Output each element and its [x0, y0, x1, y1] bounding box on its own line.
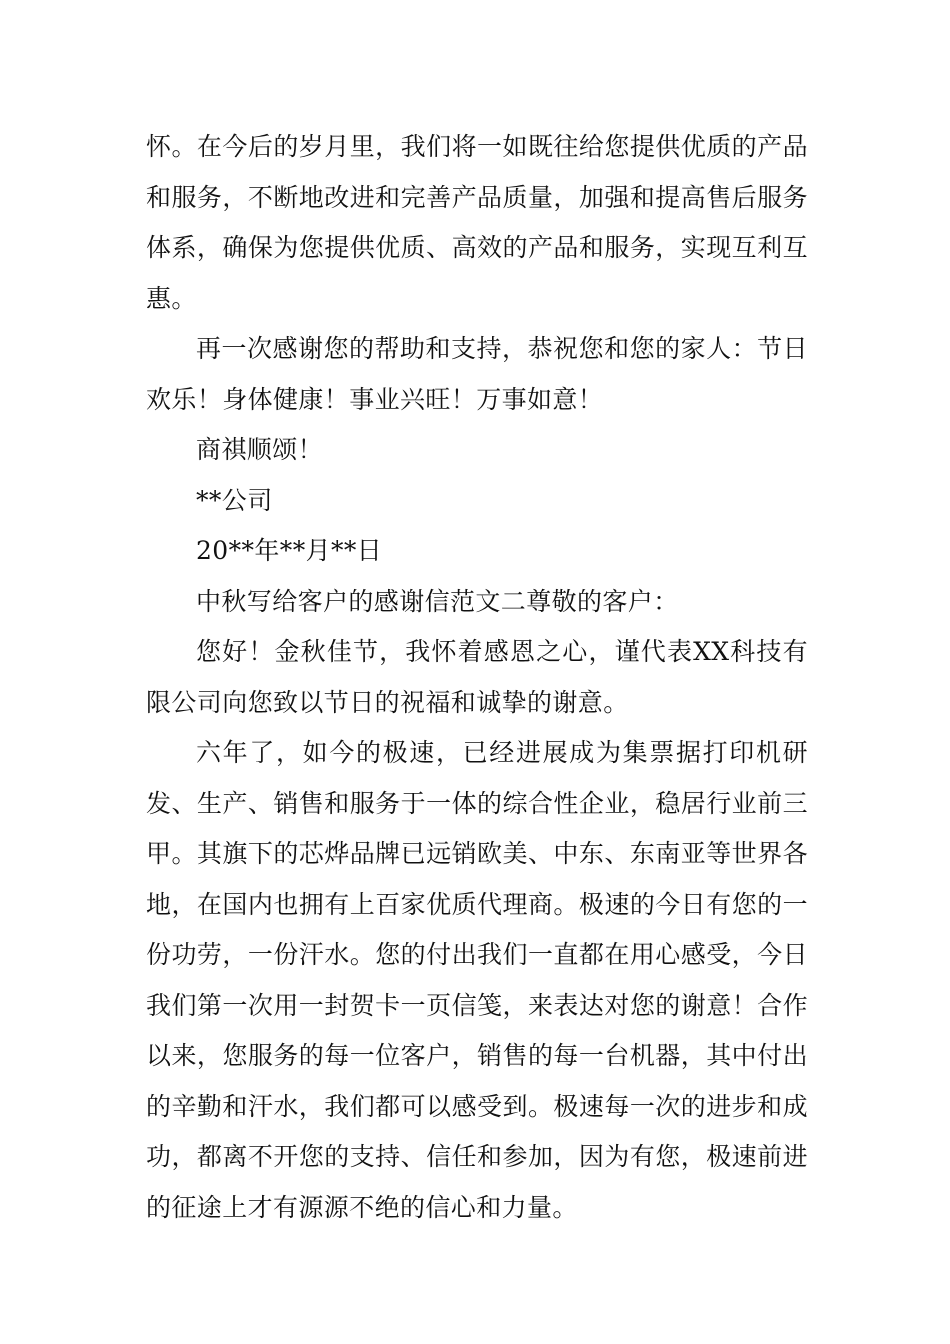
paragraph-body: 六年了，如今的极速，已经进展成为集票据打印机研发、生产、销售和服务于一体的综合性企业，稳居行业前三甲。其旗下的芯烨品牌已远销欧美、中东、东南亚等世界各地，在国内也拥有上百家优质代理商。极速的今日有您的一份功劳，一份汗水。您的付出我们一直都在用心感受，今日我们第一次用一封贺卡一页信笺，来表达对您的谢意！合作以来，您服务的每一位客户，销售的每一台机器，其中付出的辛勤和汗水，我们都可以感受到。极速每一次的进步和成功，都离不开您的支持、信任和参加，因为有您，极速前进的征途上才有源源不绝的信心和力量。 — [146, 738, 808, 1222]
paragraph-thanks: 再一次感谢您的帮助和支持，恭祝您和您的家人：节日欢乐！身体健康！事业兴旺！万事如意！ — [146, 334, 808, 414]
paragraph-date: 20**年**月**日 — [196, 536, 383, 565]
document-body — [146, 122, 808, 1233]
paragraph-closing: 商祺顺颂！ — [196, 435, 324, 464]
paragraph-greeting: 您好！金秋佳节，我怀着感恩之心，谨代表XX科技有限公司向您致以节日的祝福和诚挚的谢意。 — [146, 637, 808, 717]
paragraph-continuation: 怀。在今后的岁月里，我们将一如既往给您提供优质的产品和服务，不断地改进和完善产品质量，加强和提高售后服务体系，确保为您提供优质、高效的产品和服务，实现互利互惠。 — [146, 132, 808, 313]
paragraph-company: **公司 — [196, 485, 273, 515]
paragraph-section-heading: 中秋写给客户的感谢信范文二尊敬的客户： — [196, 586, 679, 616]
